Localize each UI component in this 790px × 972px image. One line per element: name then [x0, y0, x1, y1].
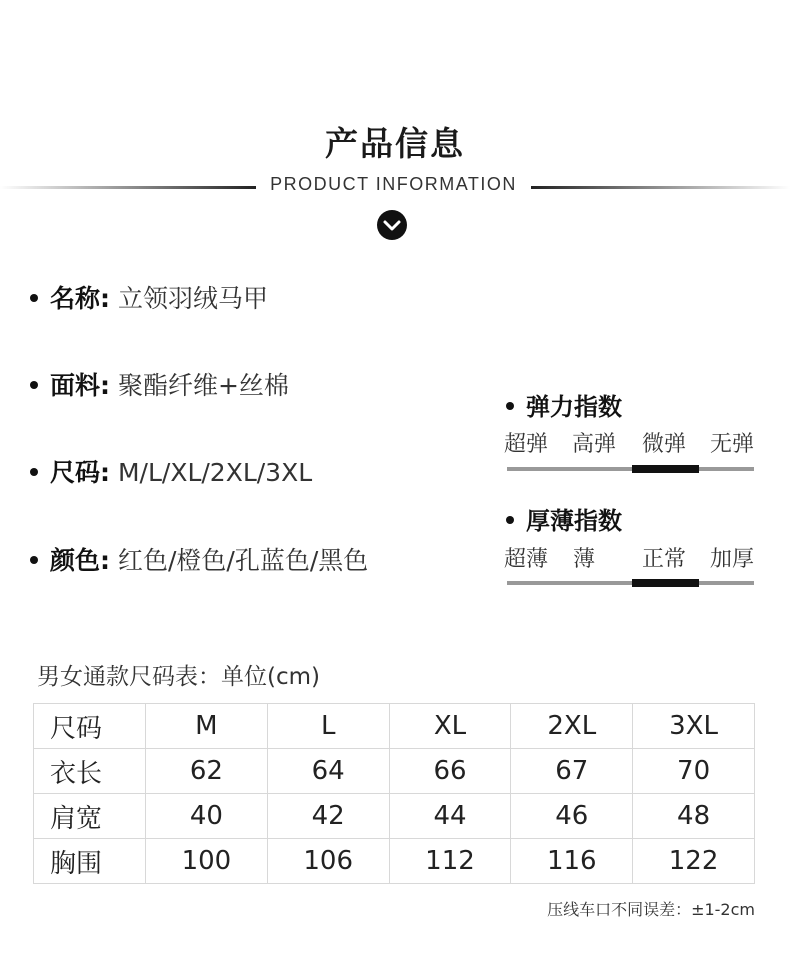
tolerance-footnote: 压线车口不同误差：±1-2cm — [547, 900, 755, 919]
thickness-option: 加厚 — [710, 547, 755, 572]
info-label: 名称 — [50, 284, 101, 313]
divider-left — [0, 186, 256, 189]
elasticity-option: 超弹 — [504, 432, 549, 457]
elasticity-option: 无弹 — [710, 432, 755, 457]
table-cell: 112 — [389, 839, 511, 884]
table-row — [34, 749, 755, 794]
subtitle-row — [0, 172, 790, 200]
table-header-cell: 尺码 — [34, 704, 146, 749]
thickness-title-text: 厚薄指数 — [526, 507, 622, 535]
table-cell: 48 — [633, 794, 755, 839]
table-cell: 122 — [633, 839, 755, 884]
table-cell: 44 — [389, 794, 511, 839]
table-header-cell: 3XL — [633, 704, 755, 749]
size-table-caption: 男女通款尺码表：单位(cm) — [37, 664, 320, 690]
info-value: 立领羽绒马甲 — [117, 284, 268, 313]
info-label: 尺码 — [50, 458, 101, 487]
info-separator: : — [100, 458, 111, 487]
table-cell: 70 — [633, 749, 755, 794]
table-cell: 40 — [146, 794, 268, 839]
info-separator: : — [100, 371, 111, 400]
table-cell: 106 — [267, 839, 389, 884]
page-subtitle: PRODUCT INFORMATION — [270, 174, 517, 194]
info-label: 面料 — [50, 371, 101, 400]
elasticity-title-text: 弹力指数 — [526, 393, 622, 421]
elasticity-title — [506, 387, 622, 422]
table-cell: 116 — [511, 839, 633, 884]
table-cell: 衣长 — [34, 749, 146, 794]
table-cell: 67 — [511, 749, 633, 794]
table-header-cell: XL — [389, 704, 511, 749]
table-header-cell: M — [146, 704, 268, 749]
info-value: 红色/橙色/孔蓝色/黑色 — [117, 546, 369, 575]
thickness-option: 薄 — [573, 547, 596, 572]
info-separator: : — [100, 546, 111, 575]
divider-right — [531, 186, 790, 189]
thickness-option: 超薄 — [504, 547, 549, 572]
elasticity-scale-bar — [507, 467, 754, 471]
table-cell: 66 — [389, 749, 511, 794]
table-header-cell: 2XL — [511, 704, 633, 749]
size-table — [33, 703, 755, 884]
table-row — [34, 839, 755, 884]
table-row — [34, 794, 755, 839]
thickness-selected-marker — [632, 579, 699, 587]
bullet-icon — [506, 402, 514, 410]
bullet-icon — [506, 516, 514, 524]
elasticity-option: 高弹 — [572, 432, 617, 457]
info-row-color — [30, 541, 368, 577]
table-cell: 肩宽 — [34, 794, 146, 839]
table-header-cell: L — [267, 704, 389, 749]
info-label: 颜色 — [50, 546, 101, 575]
page-title: 产品信息 — [325, 124, 465, 163]
bullet-icon — [30, 556, 38, 564]
table-cell: 46 — [511, 794, 633, 839]
bullet-icon — [30, 468, 38, 476]
chevron-down-icon — [376, 209, 408, 241]
info-value: 聚酯纤维+丝棉 — [117, 371, 289, 400]
info-value: M/L/XL/2XL/3XL — [117, 458, 313, 487]
table-cell: 42 — [267, 794, 389, 839]
thickness-title — [506, 501, 622, 536]
table-cell: 100 — [146, 839, 268, 884]
table-cell: 62 — [146, 749, 268, 794]
info-separator: : — [100, 284, 111, 313]
bullet-icon — [30, 294, 38, 302]
elasticity-selected-marker — [632, 465, 699, 473]
table-cell: 胸围 — [34, 839, 146, 884]
table-header-row — [34, 704, 755, 749]
elasticity-option: 微弹 — [642, 432, 687, 457]
bullet-icon — [30, 381, 38, 389]
info-row-name — [30, 279, 268, 315]
table-cell: 64 — [267, 749, 389, 794]
thickness-option: 正常 — [642, 547, 687, 572]
info-row-size — [30, 453, 312, 489]
thickness-scale-bar — [507, 581, 754, 585]
info-row-fabric — [30, 366, 289, 402]
